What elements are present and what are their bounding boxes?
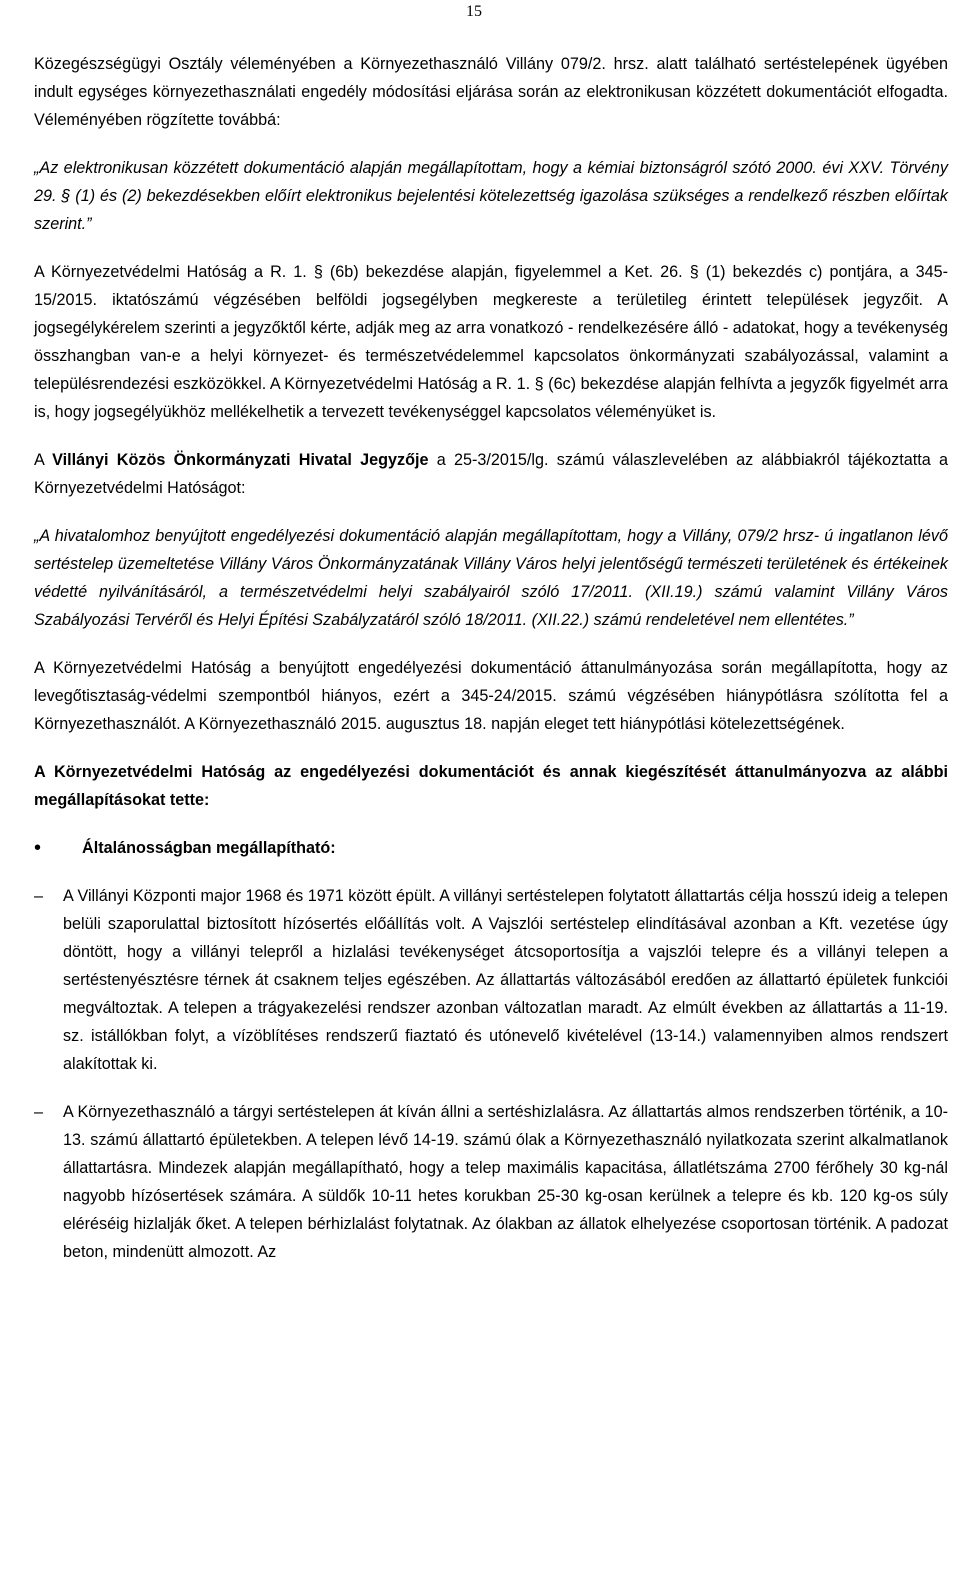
bullet-icon: • <box>34 837 42 859</box>
dash-item-text: A Környezethasználó a tárgyi sertéstelepen át kíván állni a sertéshizlalásra. Az állattartás almos rendszerben történik, a 10-13. számú állattartó épületekben. A telepen lévő 14-19. számú ólak a Környezethasználó nyilatkozata szerint alkalmatlanok állattartásra. Mindezek alapján megállapítható, hogy a telep maximális kapacitása, állatlétszáma 2700 férőhely 30 kg-nál nagyobb hízósertések számára. A süldők 10-11 hetes korukban 25-30 kg-osan kerülnek a telepre és kb. 120 kg-os súly eléréséig hizlalják őket. A telepen bérhizlalást folytatnak. Az ólakban az állatok elhelyezése csoportosan történik. A padozat beton, mindenütt almozott. Az <box>63 1103 948 1261</box>
notary-office-name: Villányi Közös Önkormányzati Hivatal Jegyzője <box>52 451 429 469</box>
dash-item-capacity <box>34 1098 948 1266</box>
paragraph-deficiency-notice: A Környezetvédelmi Hatóság a benyújtott engedélyezési dokumentáció áttanulmányozása során megállapította, hogy az levegőtisztaság-védelmi szempontból hiányos, ezért a 345-24/2015. számú végzésében hiánypótlásra szólította fel a Környezethasználót. A Környezethasználó 2015. augusztus 18. napján eleget tett hiánypótlási kötelezettségének. <box>34 659 948 733</box>
dash-item-history <box>34 882 948 1078</box>
paragraph-health-dept-opinion: Közegészségügyi Osztály véleményében a Környezethasználó Villány 079/2. hrsz. alatt található sertéstelepének ügyében indult egységes környezethasználati engedély módosítási eljárása során az elektronikusan közzétett dokumentációt elfogadta. Véleményében rögzítette továbbá: <box>34 55 948 129</box>
bullet-general-findings <box>34 834 948 862</box>
dash-icon: – <box>34 887 44 905</box>
quote-chemical-safety: „Az elektronikusan közzétett dokumentáció alapján megállapítottam, hogy a kémiai biztonságról szótó 2000. évi XXV. Törvény 29. § (1) és (2) bekezdésekben előírt elektronikus bejelentési kötelezettség igazolása szükséges a rendelkező részben előírtak szerint.” <box>34 159 948 233</box>
document-body <box>34 50 948 1266</box>
quote-notary-statement: „A hivatalomhoz benyújtott engedélyezési dokumentáció alapján megállapítottam, hogy a Villány, 079/2 hrsz- ú ingatlanon lévő sertéstelep üzemeltetése Villány Város Önkormányzatának Villány Város helyi jelentőségű természeti területének és értékeinek védetté nyilvánításáról, a természetvédelmi helyi szabályairól szóló 17/2011. (XII.19.) számú valamint Villány Város Szabályozási Tervéről és Helyi Építési Szabályzatáról szóló 18/2011. (XII.22.) számú rendeletével nem ellentétes.” <box>34 527 948 629</box>
paragraph-legal-assistance: A Környezetvédelmi Hatóság a R. 1. § (6b) bekezdése alapján, figyelemmel a Ket. 26. § (1) bekezdés c) pontjára, a 345-15/2015. iktatószámú végzésében belföldi jogsegélyben megkereste a területileg érintett települések jegyzőit. A jogsegélykérelem szerinti a jegyzőktől kérte, adják meg az arra vonatkozó - rendelkezésére álló - adatokat, hogy a tevékenység összhangban van-e a helyi környezet- és természetvédelemmel kapcsolatos önkormányzati szabályozással, valamint a településrendezési eszközökkel. A Környezetvédelmi Hatóság a R. 1. § (6c) bekezdése alapján felhívta a jegyzők figyelmét arra is, hogy jogsegélyükhöz mellékelhetik a tervezett tevékenységgel kapcsolatos véleményüket is. <box>34 263 948 421</box>
dash-icon: – <box>34 1103 44 1121</box>
paragraph-notary-reply: A Villányi Közös Önkormányzati Hivatal Jegyzője a 25-3/2015/lg. számú válaszlevelében az alábbiakról tájékoztatta a Környezetvédelmi Hatóságot: <box>34 451 949 497</box>
section-heading-findings: A Környezetvédelmi Hatóság az engedélyezési dokumentációt és annak kiegészítését áttanulmányozva az alábbi megállapításokat tette: <box>34 763 948 809</box>
bullet-label: Általánosságban megállapítható: <box>82 839 336 857</box>
dash-item-text: A Villányi Központi major 1968 és 1971 között épült. A villányi sertéstelepen folytatott állattartás célja hosszú ideig a telepen belüli szaporulattal biztosított hízósertés előállítás volt. A Vajszlói sertéstelep elindításával azonban a Kft. vezetése úgy döntött, hogy a villányi telepről a hizlalási tevékenységet átcsoportosítja a vajszlói telepre és a villányi telepen a sertéstenyésztésre térnek át csaknem teljes egészében. Az állattartás változásából eredően az állattartó épületek funkciói megváltoztak. A telepen a trágyakezelési rendszer azonban változatlan maradt. Az elmúlt években az állattartás a 11-19. sz. istállókban folyt, a vízöblítéses rendszerű fiaztató és utónevelő kivételével (13-14.) valamennyiben almos rendszert alakítottak ki. <box>63 887 948 1073</box>
page-number: 15 <box>466 3 482 20</box>
